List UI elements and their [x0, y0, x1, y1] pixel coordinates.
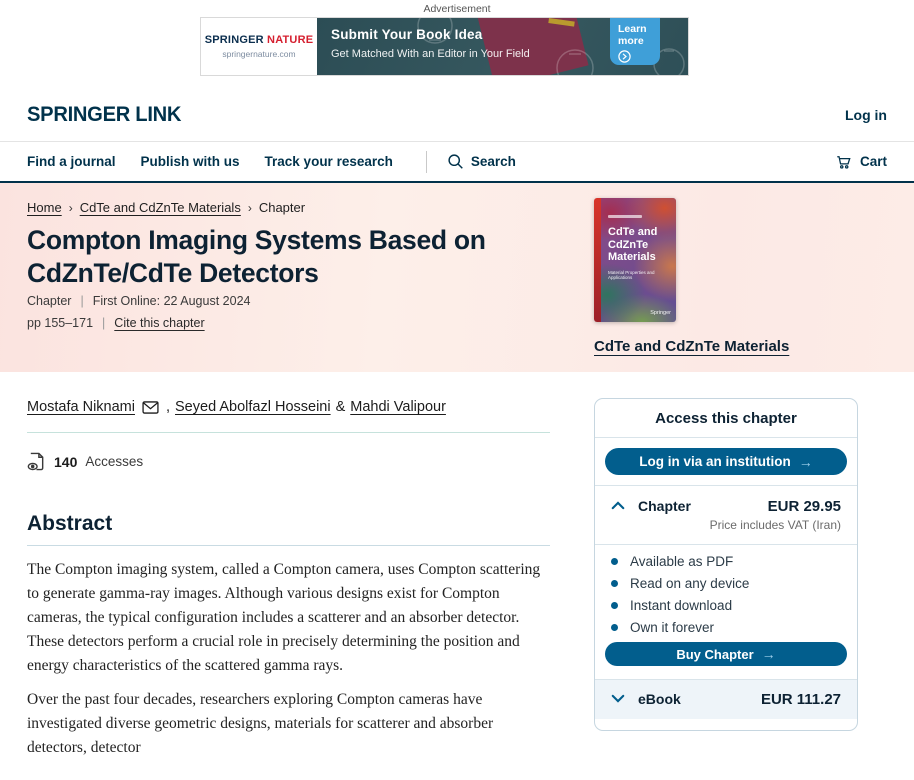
author-separator: &: [335, 399, 346, 415]
chevron-right-icon: ›: [68, 200, 73, 215]
ad-creative[interactable]: [317, 18, 688, 75]
abstract-heading: Abstract: [27, 512, 113, 535]
author-list: [27, 399, 446, 415]
nav-find-a-journal[interactable]: Find a journal: [27, 154, 116, 169]
chapter-price-row[interactable]: [595, 486, 857, 532]
ad-banner[interactable]: [200, 17, 689, 76]
login-institution-button[interactable]: [605, 448, 847, 475]
cite-this-chapter-link[interactable]: Cite this chapter: [114, 316, 205, 330]
abstract-paragraph-1: The Compton imaging system, called a Compton camera, uses Compton scattering to generate gamma-ray images. Although various designs exist for Compton cameras, the typical configuration includes a scatterer and an absorber detector. These detectors perform a crucial role in precisely determining the position and energy characteristics of the scattered gamma rays.: [27, 561, 541, 674]
author-niknami[interactable]: Mostafa Niknami: [27, 399, 135, 415]
main-nav: [0, 142, 914, 183]
breadcrumb: [27, 200, 305, 215]
book-cover-spine: [594, 198, 601, 322]
section-divider: [27, 432, 550, 433]
login-institution-label: Log in via an institution: [639, 454, 791, 469]
cover-publisher: Springer: [650, 310, 671, 316]
ad-brand-springer: SPRINGER: [204, 34, 264, 46]
cover-subtitle: Material Properties and Applications: [608, 270, 655, 280]
ad-cta-label: Learn more: [618, 23, 647, 48]
chapter-price: EUR 29.95: [767, 498, 841, 515]
chapter-option-label: Chapter: [638, 498, 691, 514]
ebook-price: EUR 111.27: [760, 691, 841, 708]
chevron-down-icon[interactable]: [611, 694, 625, 703]
ad-brand-nature: NATURE: [267, 34, 314, 46]
cover-editor-line: [608, 215, 642, 218]
vat-note: Price includes VAT (Iran): [709, 518, 841, 532]
accesses-label: Accesses: [85, 454, 144, 469]
nav-track-your-research[interactable]: Track your research: [264, 154, 393, 169]
ad-brand-block: [201, 18, 317, 75]
breadcrumb-book[interactable]: CdTe and CdZnTe Materials: [79, 200, 241, 215]
cover-title: CdTe and CdZnTe Materials: [608, 226, 658, 264]
nav-divider: [426, 151, 427, 173]
accesses-icon: [27, 452, 46, 471]
access-panel: [594, 398, 858, 731]
chevron-up-icon[interactable]: [611, 501, 625, 510]
ad-copy: [331, 27, 530, 60]
book-cover[interactable]: [594, 198, 676, 322]
access-metrics: [27, 452, 143, 471]
cart-label: Cart: [859, 154, 887, 169]
abstract-underline: [27, 545, 550, 546]
buy-chapter-button[interactable]: [605, 642, 847, 666]
access-panel-heading: Access this chapter: [655, 410, 797, 427]
first-online-date: First Online: 22 August 2024: [92, 294, 251, 308]
author-hosseini[interactable]: Seyed Abolfazl Hosseini: [175, 399, 331, 415]
chapter-meta-line1: [27, 294, 250, 308]
accesses-count: 140: [54, 453, 78, 470]
meta-divider: |: [102, 316, 106, 330]
ad-headline: Submit Your Book Idea: [331, 27, 483, 42]
ebook-option-label: eBook: [638, 691, 681, 707]
author-separator: ,: [165, 399, 171, 415]
chapter-features: [595, 545, 857, 635]
search-icon: [447, 153, 464, 170]
page-title: Compton Imaging Systems Based on CdZnTe/CdTe Detectors: [27, 225, 486, 288]
cart-button[interactable]: [835, 153, 887, 171]
chapter-meta-line2: [27, 316, 205, 330]
feature-pdf: Available as PDF: [611, 554, 841, 569]
nav-publish-with-us[interactable]: Publish with us: [140, 154, 240, 169]
search-button[interactable]: [447, 153, 516, 170]
springer-nature-logo: [205, 34, 314, 46]
login-link[interactable]: Log in: [845, 107, 887, 123]
cart-icon: [835, 153, 853, 171]
advertisement-label: Advertisement: [423, 3, 491, 15]
chevron-right-icon: ›: [247, 200, 252, 215]
page-range: pp 155–171: [27, 316, 94, 330]
abstract-paragraph-2: Over the past four decades, researchers exploring Compton cameras have investigated diverse geometric designs, materials for scatterer and absorber detectors, detector: [27, 691, 494, 756]
content-type: Chapter: [27, 294, 72, 308]
ad-subheadline: Get Matched With an Editor in Your Field: [331, 48, 530, 60]
circle-arrow-icon: [618, 50, 631, 63]
buy-chapter-label: Buy Chapter: [676, 646, 754, 662]
card-divider: [595, 437, 857, 438]
email-envelope-icon[interactable]: [142, 401, 159, 414]
search-label: Search: [470, 154, 516, 169]
ad-learn-more-button[interactable]: [610, 18, 660, 65]
feature-download: Instant download: [611, 598, 841, 613]
arrow-right-icon: →: [798, 453, 813, 470]
ad-brand-url: springernature.com: [222, 49, 296, 59]
breadcrumb-current: Chapter: [258, 200, 306, 215]
meta-divider: |: [80, 294, 84, 308]
breadcrumb-home[interactable]: Home: [27, 200, 62, 215]
book-cover-art: [601, 198, 676, 322]
feature-forever: Own it forever: [611, 620, 841, 635]
author-valipour[interactable]: Mahdi Valipour: [350, 399, 446, 415]
ebook-price-row[interactable]: [595, 680, 857, 719]
book-title-link[interactable]: CdTe and CdZnTe Materials: [594, 338, 790, 355]
feature-device: Read on any device: [611, 576, 841, 591]
arrow-right-icon: →: [761, 646, 776, 662]
springerlink-logo[interactable]: SPRINGER LINK: [27, 103, 182, 126]
